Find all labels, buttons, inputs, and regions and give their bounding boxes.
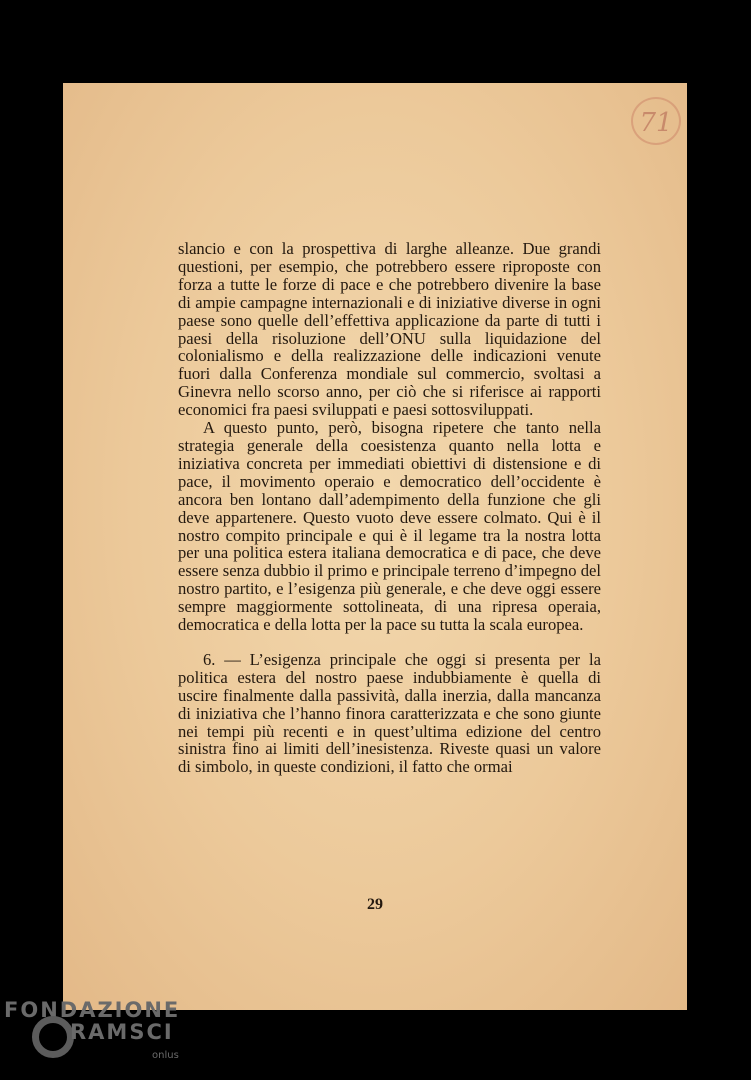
logo-line-2: RAMSCI [70,1020,174,1044]
fondazione-gramsci-logo [4,994,204,1074]
logo-line-3: onlus [152,1050,179,1061]
handwritten-page-mark: 71 [631,97,681,145]
paragraph-section-6: 6. — L’esigenza principale che oggi si presenta per la politica estera del nostro paese indubbiamente è quella di uscire finalmente dalla passività, dalla inerzia, dalla mancanza di iniziativa che l’hanno finora caratterizzata e che sono giunte nei tempi più recenti e in quest’ultima edizione del centro sinistra fino ai limiti dell’inesistenza. Riveste quasi un valore di simbolo, in queste condizioni, il fatto che ormai [178,649,601,777]
logo-g-mark [32,1016,74,1058]
body-text [178,240,601,776]
paragraph-1: slancio e con la prospettiva di larghe alleanze. Due grandi questioni, per esempio, che potrebbero essere riproposte con forza a tutte le forze di pace e che potrebbero divenire la base di ampie campagne internazionali e di iniziative diverse in ogni paese sono quelle dell’effettiva applicazione da parte di tutti i paesi della risoluzione dell’ONU sulla liquidazione del colonialismo e della realizzazione delle indicazioni venute fuori dalla Conferenza mondiale sul commercio, svoltasi a Ginevra nello scorso anno, per ciò che si riferisce ai rapporti economici fra paesi sviluppati e paesi sottosviluppati. [178,239,601,420]
logo-line-1: FONDAZIONE [4,998,181,1022]
document-page [63,83,687,1010]
paragraph-2: A questo punto, però, bisogna ripetere che tanto nella strategia generale della coesistenza quanto nella lotta e iniziativa concreta per immediati obiettivi di distensione e di pace, il movimento operaio e democratico dell’occidente è ancora ben lontano dall’adempimento della funzione che gli deve appartenere. Questo vuoto deve essere colmato. Qui è il nostro compito principale e qui è il legame tra la nostra lotta per una politica estera italiana democratica e di pace, che deve essere senza dubbio il primo e principale terreno d’impegno del nostro partito, e l’esigenza più generale, e che deve oggi essere sempre maggiormente sottolineata, di una ripresa operaia, democratica e della lotta per la pace su tutta la scala europea. [178,418,601,635]
page-number: 29 [367,896,383,913]
